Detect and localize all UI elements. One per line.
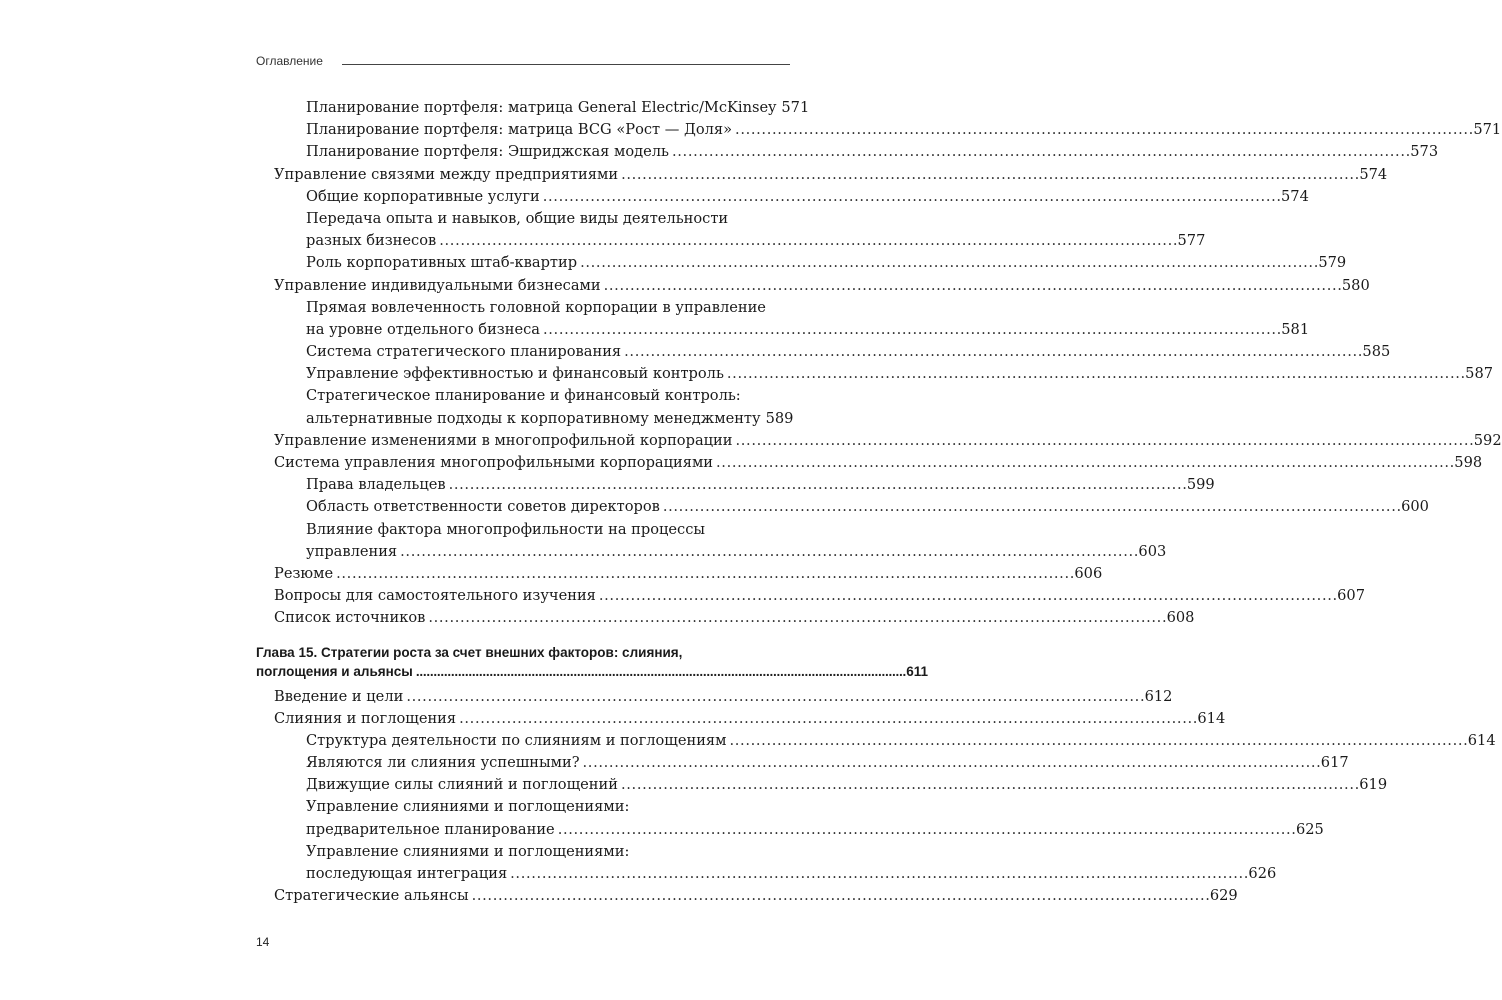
- toc-entry[interactable]: [306, 208, 1206, 252]
- toc-entry-line: [274, 885, 1238, 907]
- toc-entry-page-number: 589: [765, 409, 794, 427]
- dot-leader: [735, 119, 1471, 141]
- toc-entry-title: Структура деятельности по слияниям и поглощениям: [306, 731, 727, 749]
- dot-leader: [558, 819, 1294, 841]
- toc-entry-title: Планирование портфеля: матрица BCG «Рост — Доля»: [306, 121, 733, 139]
- toc-entry[interactable]: [306, 474, 1215, 496]
- toc-entry[interactable]: [306, 796, 1324, 840]
- toc-entry[interactable]: [274, 452, 1483, 474]
- toc-entry-page-number: 571: [781, 99, 810, 116]
- toc-entry-title: Управление изменениями в многопрофильной корпорации: [274, 431, 733, 449]
- toc-entry-title: Система стратегического планирования: [306, 343, 622, 361]
- toc-entry-page-number: 614: [1467, 731, 1496, 749]
- chapter-page-number: 611: [906, 663, 929, 679]
- toc-entry-line: [306, 341, 1391, 363]
- toc-entry-line: [306, 97, 810, 119]
- dot-leader: [727, 363, 1463, 385]
- chapter-title-part1: Глава 15. Стратегии роста за счет внешних факторов: слияния,: [256, 644, 683, 660]
- toc-entry-title: Права владельцев: [306, 476, 446, 494]
- dot-leader: [716, 452, 1452, 474]
- toc-entry-line: [306, 385, 786, 407]
- toc-entry-page-number: 574: [1359, 165, 1388, 183]
- toc-entry-title: Управление эффективностью и финансовый контроль: [306, 365, 724, 383]
- dot-leader: [428, 607, 1164, 629]
- toc-entry[interactable]: [306, 774, 1388, 796]
- dot-leader: [604, 275, 1340, 297]
- toc-entry-line: [306, 796, 786, 818]
- toc-entry-title: Прямая вовлеченность головной корпорации в управление: [306, 298, 766, 316]
- toc-entry-page-number: 608: [1166, 609, 1195, 627]
- toc-entry[interactable]: [306, 97, 810, 119]
- dot-leader: [459, 708, 1195, 730]
- dot-leader: [510, 863, 1246, 885]
- toc-entry[interactable]: [274, 563, 1103, 585]
- toc-entry-page-number: 592: [1473, 431, 1502, 449]
- toc-entry-line: [306, 297, 786, 319]
- toc-entry-page-number: 617: [1320, 754, 1349, 772]
- toc-entry-line: [274, 430, 1502, 452]
- dot-leader: [543, 186, 1279, 208]
- toc-entry[interactable]: [274, 164, 1388, 186]
- toc-entry-line: [306, 208, 786, 230]
- toc-entry-page-number: 629: [1209, 887, 1238, 905]
- dot-leader: [416, 662, 904, 681]
- toc-entry-page-number: 599: [1186, 476, 1215, 494]
- toc-group-chapter-14: [256, 97, 1502, 630]
- toc-entry-page-number: 574: [1281, 187, 1309, 205]
- toc-entry-title: Стратегическое планирование и финансовый контроль:: [306, 387, 741, 405]
- toc-entry-title: Управление индивидуальными бизнесами: [274, 276, 601, 294]
- toc-entry-line: [274, 164, 1388, 186]
- dot-leader: [663, 496, 1399, 518]
- toc-entry-title: альтернативные подходы к корпоративному менеджменту: [306, 409, 761, 427]
- dot-leader: [449, 474, 1185, 496]
- toc-entry-page-number: 577: [1177, 232, 1206, 250]
- toc-entry-line: [274, 708, 1226, 730]
- header-rule: [342, 64, 790, 65]
- toc-entry-title: Управление связями между предприятиями: [274, 165, 619, 183]
- running-header: [256, 53, 790, 69]
- dot-leader: [406, 686, 1142, 708]
- chapter-heading-15[interactable]: [256, 643, 929, 681]
- toc-entry-line: [306, 230, 1206, 252]
- dot-leader: [672, 141, 1408, 163]
- toc-entry-title: на уровне отдельного бизнеса: [306, 320, 540, 338]
- toc-entry-title: Планирование портфеля: матрица General Electric/McKinsey: [306, 99, 777, 116]
- toc-entry[interactable]: [274, 275, 1370, 297]
- toc-entry[interactable]: [306, 496, 1429, 518]
- toc-entry-title: Слияния и поглощения: [274, 709, 457, 727]
- toc-entry-title: Движущие силы слияний и поглощений: [306, 776, 618, 794]
- toc-entry-title: Управление слияниями и поглощениями:: [306, 842, 630, 860]
- toc-entry-line: [306, 119, 1502, 141]
- toc-entry-page-number: 573: [1410, 143, 1439, 161]
- toc-entry[interactable]: [274, 885, 1238, 907]
- toc-entry[interactable]: [306, 730, 1496, 752]
- toc-entry-page-number: 587: [1465, 365, 1494, 383]
- toc-entry-line: [306, 863, 1277, 885]
- chapter-title-part2: поглощения и альянсы: [256, 663, 413, 679]
- toc-entry-line: [274, 585, 1365, 607]
- toc-entry-page-number: 598: [1454, 454, 1483, 471]
- toc-entry-line: [306, 141, 1439, 163]
- toc-entry-line: [306, 841, 786, 863]
- chapter-title-line: [256, 662, 929, 681]
- toc-entry-page-number: 614: [1197, 709, 1226, 727]
- toc-entry-title: управления: [306, 542, 398, 560]
- toc-entry-line: [306, 408, 794, 430]
- toc-entry-page-number: 619: [1359, 776, 1388, 794]
- toc-entry[interactable]: [306, 385, 794, 429]
- toc-entry-line: [306, 519, 786, 541]
- dot-leader: [336, 563, 1072, 585]
- toc-entry-title: Общие корпоративные услуги: [306, 187, 540, 205]
- table-of-contents: [256, 97, 1502, 907]
- toc-entry-title: разных бизнесов: [306, 232, 437, 250]
- toc-entry[interactable]: [306, 119, 1502, 141]
- toc-entry-page-number: 607: [1337, 587, 1365, 605]
- toc-entry-page-number: 612: [1144, 687, 1173, 705]
- dot-leader: [583, 752, 1319, 774]
- dot-leader: [730, 730, 1466, 752]
- running-header-title: Оглавление: [256, 53, 331, 69]
- toc-entry-line: [306, 774, 1388, 796]
- dot-leader: [735, 430, 1471, 452]
- toc-entry[interactable]: [274, 686, 1173, 708]
- toc-entry-title: предварительное планирование: [306, 820, 555, 838]
- toc-entry-page-number: 585: [1362, 343, 1391, 361]
- toc-entry[interactable]: [274, 430, 1502, 452]
- toc-entry-page-number: 579: [1318, 254, 1347, 272]
- toc-entry-line: [306, 474, 1215, 496]
- toc-entry-line: [274, 452, 1483, 474]
- toc-entry-title: Система управления многопрофильными корпорациями: [274, 454, 714, 471]
- dot-leader: [543, 319, 1279, 341]
- toc-entry-line: [274, 686, 1173, 708]
- dot-leader: [624, 341, 1360, 363]
- toc-entry-title: Резюме: [274, 564, 334, 582]
- toc-entry-line: [306, 541, 1167, 563]
- toc-entry[interactable]: [306, 752, 1349, 774]
- toc-entry-title: Передача опыта и навыков, общие виды деятельности: [306, 209, 729, 227]
- toc-entry[interactable]: [306, 363, 1494, 385]
- dot-leader: [599, 585, 1335, 607]
- toc-entry[interactable]: [274, 607, 1195, 629]
- toc-entry-title: Управление слияниями и поглощениями:: [306, 798, 630, 816]
- toc-entry[interactable]: [306, 141, 1439, 163]
- toc-entry-title: Влияние фактора многопрофильности на процессы: [306, 520, 705, 538]
- toc-entry-title: Введение и цели: [274, 687, 404, 705]
- toc-group-chapter-15: [256, 686, 1496, 908]
- toc-entry-title: Роль корпоративных штаб-квартир: [306, 254, 578, 272]
- toc-entry-title: Планирование портфеля: Эшриджская модель: [306, 143, 669, 161]
- toc-entry[interactable]: [306, 841, 1277, 885]
- toc-entry-line: [306, 730, 1496, 752]
- toc-entry-title: Список источников: [274, 609, 426, 627]
- toc-entry[interactable]: [306, 341, 1391, 363]
- toc-entry-page-number: 581: [1281, 320, 1310, 338]
- toc-entry[interactable]: [274, 585, 1365, 607]
- toc-entry-page-number: 600: [1401, 498, 1429, 516]
- dot-leader: [621, 164, 1357, 186]
- toc-entry[interactable]: [306, 297, 1310, 341]
- toc-entry-page-number: 626: [1248, 865, 1277, 882]
- toc-entry[interactable]: [306, 519, 1167, 563]
- toc-entry[interactable]: [274, 708, 1226, 730]
- toc-entry-line: [306, 319, 1310, 341]
- dot-leader: [580, 252, 1316, 274]
- toc-entry-title: последующая интеграция: [306, 865, 508, 882]
- page-number: 14: [256, 935, 270, 949]
- toc-entry-line: [274, 563, 1103, 585]
- toc-entry-title: Стратегические альянсы: [274, 887, 469, 905]
- toc-entry-page-number: 606: [1074, 564, 1103, 582]
- toc-entry-page-number: 580: [1341, 276, 1370, 294]
- toc-entry-line: [306, 819, 1324, 841]
- toc-entry-line: [306, 186, 1309, 208]
- toc-entry-line: [274, 607, 1195, 629]
- toc-entry-line: [274, 275, 1370, 297]
- toc-entry-page-number: 603: [1138, 542, 1167, 560]
- dot-leader: [621, 774, 1357, 796]
- toc-entry[interactable]: [306, 186, 1309, 208]
- dot-leader: [472, 885, 1208, 907]
- toc-entry-title: Область ответственности советов директоров: [306, 498, 660, 516]
- toc-entry-page-number: 625: [1295, 820, 1324, 838]
- chapter-title-line: [256, 643, 786, 662]
- toc-entry-page-number: 571: [1473, 121, 1502, 139]
- toc-entry-line: [306, 252, 1347, 274]
- toc-entry-title: Вопросы для самостоятельного изучения: [274, 587, 596, 605]
- dot-leader: [400, 541, 1136, 563]
- toc-entry-line: [306, 363, 1494, 385]
- toc-entry-line: [306, 496, 1429, 518]
- toc-entry[interactable]: [306, 252, 1347, 274]
- toc-entry-line: [306, 752, 1349, 774]
- dot-leader: [439, 230, 1175, 252]
- toc-entry-title: Являются ли слияния успешными?: [306, 754, 580, 772]
